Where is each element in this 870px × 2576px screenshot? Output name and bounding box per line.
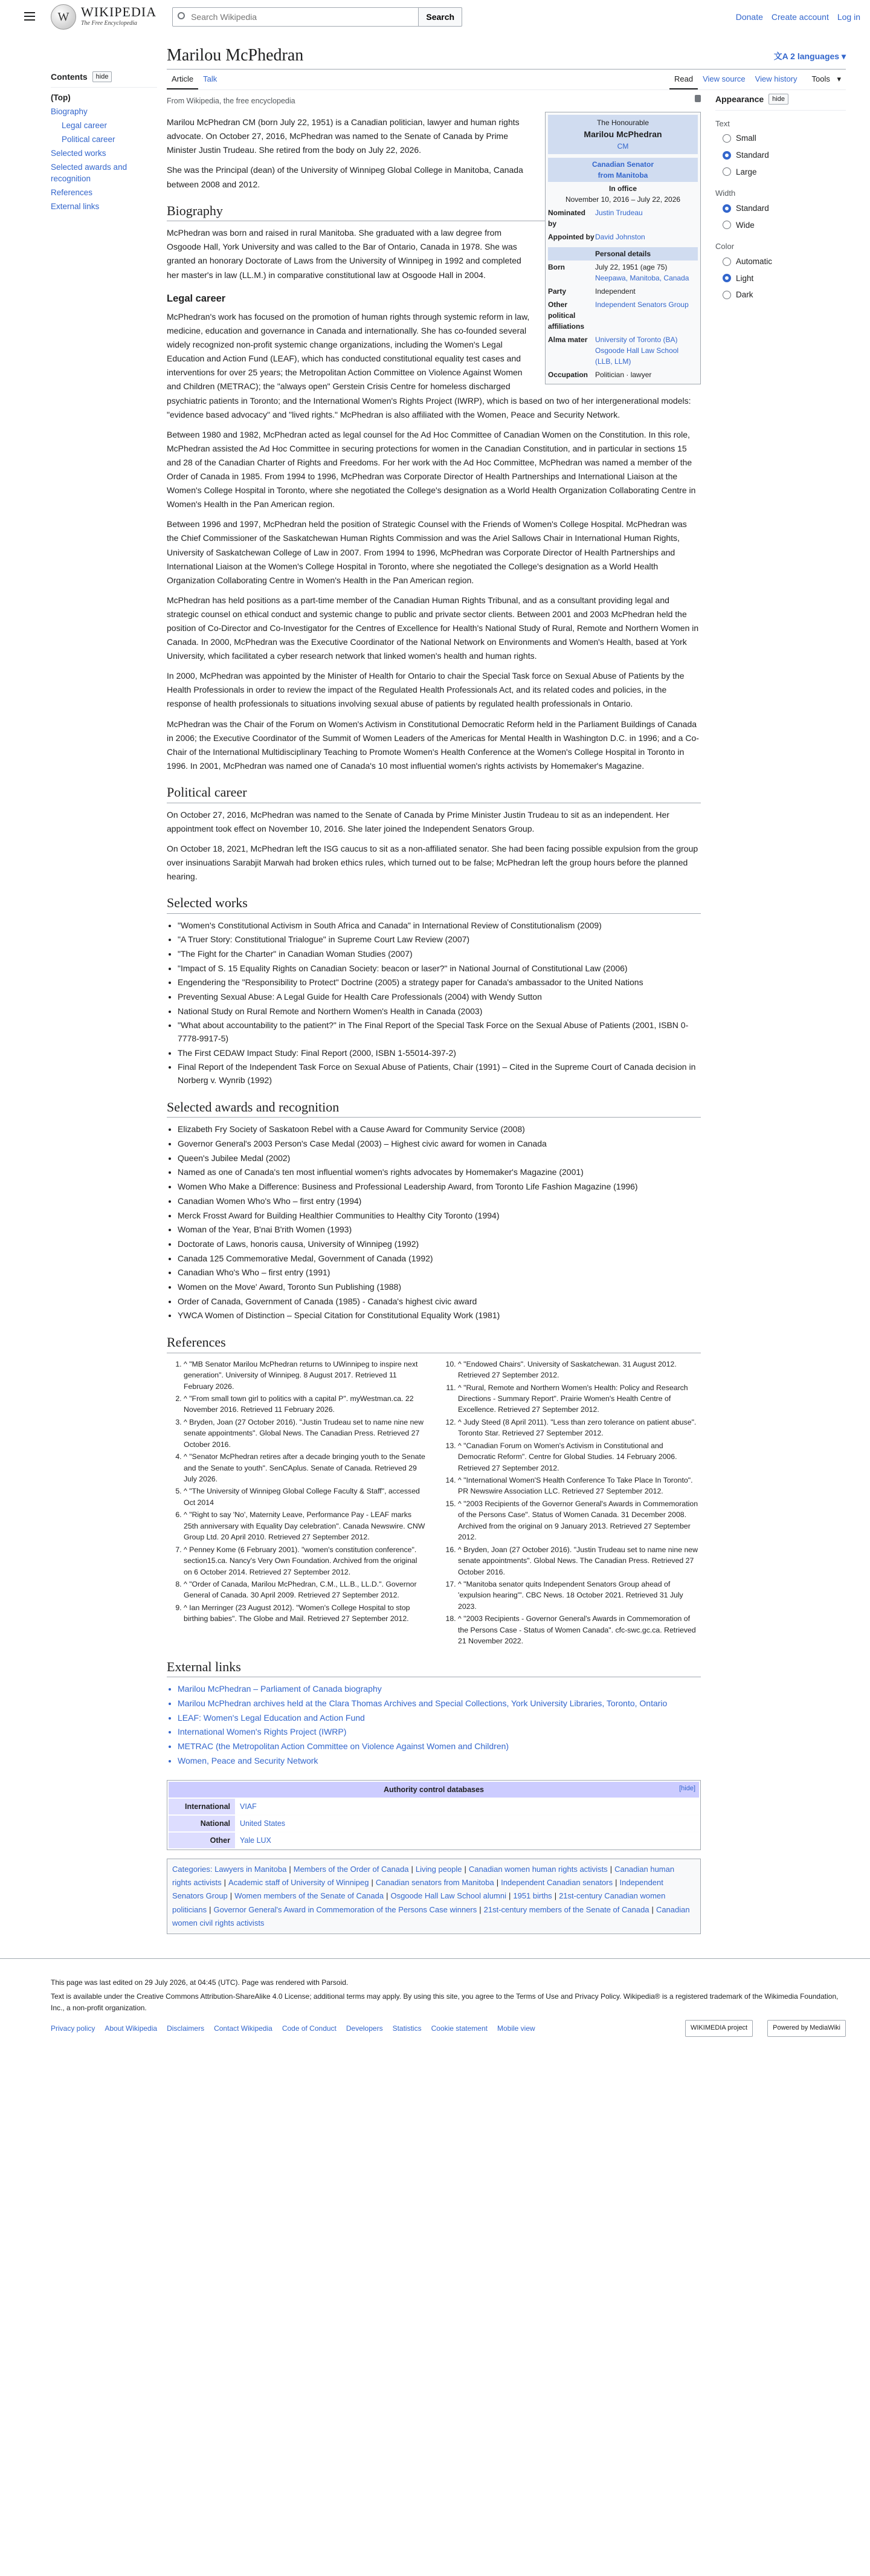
selected-work-item: • Final Report of the Independent Task Force on Sexual Abuse of Patients, Chair (1991) – Cited in the Supreme Court of Canada decision in Norberg v. Wynrib (1992) (178, 1060, 701, 1087)
category-link[interactable]: Canadian senators from Manitoba (375, 1878, 494, 1888)
category-link[interactable]: Lawyers in Manitoba (214, 1865, 287, 1874)
award-item: • Queen's Jubilee Medal (2002) (178, 1151, 701, 1166)
category-separator: | (289, 1865, 291, 1874)
footer-link[interactable]: Contact Wikipedia (214, 2024, 272, 2033)
license-text: Text is available under the Creative Commons Attribution-ShareAlike 4.0 License; additional terms may apply. By using this site, you agree to the Terms of Use and Privacy Policy. Wikipedia® is a registered trademark of the Wikimedia Foundation, Inc., a non-profit organization. (51, 1992, 839, 2013)
appearance-option-label: Dark (736, 290, 753, 300)
logo-subtitle: The Free Encyclopedia (81, 20, 137, 27)
toc-title: Contents (51, 72, 88, 82)
reference-item: 7. ^ Penney Kome (6 February 2001). "women's constitution conference". section15.ca. Nancy's Very Own Foundation. Archived from the original on 6 October 2014. Retrieved 27 September 2012. (184, 1544, 427, 1578)
infobox-party: Independent (595, 287, 636, 296)
appearance-group-label: Width (715, 189, 736, 198)
intro-paragraph: Marilou McPhedran CM (born July 22, 1951) is a Canadian politician, lawyer and human rights advocate. On October 27, 2016, McPhedran was named to the Senate of Canada by Prime Minister Justin Trudeau. She retired from the body on July 22, 2026. (167, 117, 520, 155)
award-item: • Women on the Move' Award, Toronto Sun Publishing (1988) (178, 1280, 701, 1295)
category-separator: | (610, 1865, 613, 1874)
selected-work-item: • Engendering the "Responsibility to Protect" Doctrine (2005) a strategy paper for Canada's ambassador to the United Nations (178, 976, 701, 990)
category-separator: | (479, 1904, 482, 1914)
selected-work-item: • "A Truer Story: Constitutional Trialogue" in Supreme Court Law Review (2007) (178, 933, 701, 947)
toc-item[interactable]: Biography (51, 107, 88, 117)
selected-work-item: • The First CEDAW Impact Study: Final Report (2000, ISBN 1-55014-397-2) (178, 1046, 701, 1061)
main-menu-icon[interactable] (24, 12, 35, 21)
toc-item[interactable]: (Top) (51, 93, 71, 103)
tab-read[interactable]: Read (669, 70, 698, 89)
radio-icon (723, 151, 731, 160)
tab-view-source[interactable]: View source (703, 74, 746, 84)
award-item: • Woman of the Year, B'nai B'rith Women (1993) (178, 1223, 701, 1237)
biography-paragraph: McPhedran was born and raised in rural Manitoba. She graduated with a law degree from Osgoode Hall, York University and was called to the Bar of Ontario, Canada in 1978. She was granted an honorary Doctorate of Laws from the University of Winnipeg in 1992 and completed her master's in law (LL.M.) in comparative constitutional law at Osgoode Hall in 2004. (167, 228, 521, 280)
language-button[interactable]: 文A 2 languages ▾ (773, 51, 846, 61)
tab-talk[interactable]: Talk (203, 74, 218, 84)
section-heading-external-links: External links (167, 1659, 701, 1678)
infobox-key: Appointed by (548, 233, 594, 242)
navbox-row-key: National (169, 1816, 235, 1831)
infobox-honorific: The Honourable (596, 118, 649, 128)
footer-link[interactable]: About Wikipedia (105, 2024, 158, 2033)
reference-item: 14. ^ "International Women'S Health Conference To Take Place In Toronto". PR Newswire Association LLC. Retrieved 27 September 2012. (458, 1474, 701, 1498)
appearance-option-label: Standard (736, 150, 769, 160)
political-career-paragraph: On October 18, 2021, McPhedran left the ISG caucus to sit as a non-affiliated senator. She had been facing possible expulsion from the group over insinuations Sarabjit Marwah had broken ethics rules, which turned out to be false; McPhedran left the group hours before the planned hearing. (167, 843, 698, 881)
category-link[interactable]: 21st-century members of the Senate of Canada (483, 1904, 649, 1914)
section-heading-references: References (167, 1334, 701, 1353)
toc-item[interactable]: External links (51, 201, 100, 211)
page-title: Marilou McPhedran (167, 46, 304, 65)
appearance-option-label: Light (736, 273, 754, 283)
award-item: • Named as one of Canada's ten most influential women's rights advocates by Homemaker's Magazine (2001) (178, 1165, 701, 1180)
footer-link[interactable]: Statistics (392, 2024, 422, 2033)
category-separator: | (554, 1891, 557, 1901)
infobox-key: Nominated by (548, 209, 586, 228)
infobox-appointed-by[interactable]: David Johnston (595, 233, 645, 242)
radio-icon (723, 134, 731, 143)
category-separator: | (230, 1891, 233, 1901)
reference-item: 13. ^ "Canadian Forum on Women's Activism in Constitutional and Democratic Reform". Centre for Global Studies. 14 February 2006. Retrieved 27 September 2012. (458, 1440, 701, 1474)
search-form (172, 7, 462, 27)
footer-link[interactable]: Code of Conduct (282, 2024, 337, 2033)
reference-item: 1. ^ "MB Senator Marilou McPhedran returns to UWinnipeg to inspire next generation". University of Winnipeg. 8 August 2017. Retrieved 11 February 2026. (184, 1358, 427, 1393)
category-separator: | (411, 1865, 413, 1874)
infobox-key: Born (548, 263, 565, 272)
appearance-option-label: Automatic (736, 256, 773, 266)
category-separator: | (651, 1904, 654, 1914)
navbox-hide-button[interactable]: [hide] (679, 1785, 695, 1793)
award-item: • Elizabeth Fry Society of Saskatoon Rebel with a Cause Award for Community Service (2008) (178, 1122, 701, 1137)
appearance-option-label: Wide (736, 220, 755, 230)
infobox-name: Marilou McPhedran (584, 129, 662, 140)
selected-work-item: • "Women's Constitutional Activism in South Africa and Canada" in International Review of Constitutionalism (2009) (178, 919, 701, 933)
appearance-option-large[interactable] (715, 164, 846, 181)
reference-item: 15. ^ "2003 Recipients of the Governor General's Awards in Commemoration of the Persons Case". Status of Women Canada. 31 December 2008. Archived from the original on 9 January 2013. Retrieved 27 September 2012. (458, 1498, 701, 1544)
category-link[interactable]: Canadian women civil rights activists (172, 1904, 690, 1927)
infobox-key: Occupation (548, 371, 588, 380)
page-footer (0, 1958, 870, 2055)
infobox-post[interactable]: CM (617, 142, 629, 151)
toc-item[interactable]: Political career (62, 135, 115, 144)
infobox-alma-mater[interactable]: University of Toronto (BA) Osgoode Hall Law School (LLB, LLM) (595, 335, 679, 366)
category-link[interactable]: 1951 births (513, 1891, 552, 1901)
award-item: • Merck Frosst Award for Building Healthier Communities to Healthy City Toronto (1994) (178, 1209, 701, 1223)
infobox-office[interactable]: Canadian Senator (591, 160, 654, 169)
section-heading-biography: Biography (167, 202, 701, 222)
legal-career-paragraph: McPhedran has held positions as a part-time member of the Canadian Human Rights Tribunal, and as a consultant providing legal and strategic counsel on ethical conduct and systemic change to public and private sector clients. Between 2001 and 2003 McPhedran held the position of Co-Director and Co-Investigator for the Centres of Excellence for Health's National Study of Rural, Remote and Northern Women in Canada. In 2000, McPhedran was the Executive Coordinator of the National Network on Environments and Women's Health, based at York University, which facilitated a cyber research network that linked women's health and human rights. (167, 595, 699, 661)
external-link-item[interactable]: • Marilou McPhedran archives held at the Clara Thomas Archives and Special Collections, York University Libraries, Toronto, Ontario (178, 1697, 701, 1711)
footer-link[interactable]: Disclaimers (167, 2024, 205, 2033)
reference-item: 8. ^ "Order of Canada, Marilou McPhedran, C.M., LL.B., LL.D.". Governor General of Canada. 30 April 2009. Retrieved 27 September 2012. (184, 1578, 427, 1602)
navbox-row-link[interactable]: United States (240, 1819, 286, 1828)
award-item: • Governor General's 2003 Person's Case Medal (2003) – Highest civic award for women in Canada (178, 1137, 701, 1151)
category-separator: | (371, 1878, 373, 1888)
section-heading-selected-works: Selected works (167, 895, 701, 914)
category-link[interactable]: Academic staff of University of Winnipeg (228, 1878, 369, 1888)
infobox-key: Party (548, 287, 567, 296)
legal-career-paragraph: Between 1980 and 1982, McPhedran acted as legal counsel for the Ad Hoc Committee of Canadian Women on the Constitution. In this role, McPhedran assisted the Ad Hoc Committee in securing protections for women in the Canadian Constitution, and in particular in sections 15 and 28 of the Canadian Charter of Rights and Freedoms. For her work with the Ad Hoc Committee, McPhedran was named a member of the Order of Canada in 1985. From 1994 to 1996, McPhedran was Corporate Director of Health Partnerships and International Liaison at the Women's College Hospital in Toronto, where she negotiated the College's designation as a World Health Organization Collaborating Centre in Women's Health in the Pan American region. (167, 429, 696, 510)
toc-item[interactable]: Legal career (62, 121, 108, 131)
external-link-item[interactable]: • Women, Peace and Security Network (178, 1754, 701, 1769)
external-link-item[interactable]: • Marilou McPhedran – Parliament of Canada biography (178, 1682, 701, 1697)
reference-item: 4. ^ "Senator McPhedran retires after a decade bringing youth to the Senate and the Senate to youth". SenCAplus. Senate of Canada. Retrieved 29 July 2026. (184, 1451, 427, 1485)
category-link[interactable]: Women members of the Senate of Canada (234, 1891, 384, 1901)
navbox-row-link[interactable]: VIAF (240, 1802, 257, 1811)
table-of-contents (51, 34, 157, 1934)
category-separator: | (464, 1865, 466, 1874)
from-wikipedia: From Wikipedia, the free encyclopedia (167, 97, 295, 106)
appearance-panel (715, 90, 846, 1934)
last-edited: This page was last edited on 29 July 2026, at 04:45 (UTC). Page was rendered with Parsoid. (51, 1978, 349, 1987)
appearance-option-label: Small (736, 134, 756, 143)
award-item: • Canada 125 Commemorative Medal, Government of Canada (1992) (178, 1252, 701, 1266)
footer-link[interactable]: Developers (346, 2024, 383, 2033)
external-link-item[interactable]: • METRAC (the Metropolitan Action Committee on Violence Against Women and Children) (178, 1739, 701, 1754)
wikimedia-badge[interactable]: WIKIMEDIA project (685, 2020, 753, 2037)
appearance-option-automatic[interactable] (715, 253, 846, 270)
selected-work-item: • "Impact of S. 15 Equality Rights on Canadian Society: beacon or laser?" in National Journal of Constitutional Law (2006) (178, 962, 701, 976)
award-item: • Canadian Who's Who – first entry (1991) (178, 1266, 701, 1280)
reference-item: 17. ^ "Manitoba senator quits Independent Senators Group ahead of 'expulsion hearing'". CBC News. 18 October 2021. Retrieved 31 July 2023. (458, 1578, 701, 1613)
appearance-option-label: Large (736, 167, 757, 176)
award-item: • Canadian Women Who's Who – first entry (1994) (178, 1194, 701, 1209)
selected-work-item: • National Study on Rural Remote and Northern Women's Health in Canada (2003) (178, 1005, 701, 1019)
search-input[interactable] (172, 7, 419, 27)
categories-box (167, 1859, 701, 1934)
radio-icon (723, 274, 731, 282)
category-separator: | (386, 1891, 388, 1901)
infobox-occupation: Politician · lawyer (595, 371, 652, 380)
tab-tools[interactable]: Tools ▾ (811, 74, 841, 84)
infobox-key: Other political affiliations (548, 300, 585, 331)
category-link[interactable]: Governor General's Award in Commemoration of the Persons Case winners (213, 1904, 477, 1914)
reference-item: 11. ^ "Rural, Remote and Northern Women's Health: Policy and Research Directions - Summary Report". Prairie Women's Health Centre of Excellence. Retrieved 27 September 2012. (458, 1382, 701, 1416)
category-link[interactable]: Living people (415, 1865, 462, 1874)
appearance-option-standard[interactable] (715, 147, 846, 164)
intro-paragraph: She was the Principal (dean) of the University of Winnipeg Global College in Manitoba, Canada between 2008 and 2012. (167, 165, 523, 189)
footer-link[interactable]: Cookie statement (431, 2024, 488, 2033)
reference-item: 3. ^ Bryden, Joan (27 October 2016). "Justin Trudeau set to name nine new senate appointments". Global News. The Canadian Press. Retrieved 27 October 2016. (184, 1416, 427, 1451)
appearance-option-standard[interactable] (715, 200, 846, 217)
infobox-nominated-by[interactable]: Justin Trudeau (595, 209, 643, 218)
infobox-key: Alma mater (548, 335, 588, 345)
category-link[interactable]: Independent Senators Group (172, 1878, 663, 1901)
article-body (167, 90, 701, 1934)
category-link[interactable]: Canadian human rights activists (172, 1865, 675, 1888)
category-link[interactable]: Independent Canadian senators (501, 1878, 613, 1888)
navbox-title: Authority control databases (384, 1785, 484, 1794)
logo-title: WIKIPEDIA (81, 4, 157, 19)
category-link[interactable]: Members of the Order of Canada (293, 1865, 409, 1874)
radio-icon (723, 291, 731, 299)
infobox-office2[interactable]: from Manitoba (598, 171, 648, 180)
award-item: • Doctorate of Laws, honoris causa, University of Winnipeg (1992) (178, 1237, 701, 1252)
footer-link[interactable]: Mobile view (497, 2024, 535, 2033)
selected-work-item: • Preventing Sexual Abuse: A Legal Guide for Health Care Professionals (2004) with Wendy Sutton (178, 990, 701, 1005)
header-link-log-in[interactable]: Log in (837, 11, 860, 22)
toc-item[interactable]: Selected works (51, 148, 106, 158)
category-separator: | (496, 1878, 499, 1888)
category-link[interactable]: Osgoode Hall Law School alumni (390, 1891, 506, 1901)
selected-work-item: • "What about accountability to the patient?" in The Final Report of the Special Task Force on the Sexual Abuse of Patients (2001, ISBN 0-7778-9917-5) (178, 1018, 701, 1046)
infobox-in-office-heading: In office (608, 184, 637, 193)
award-item: • Order of Canada, Government of Canada (1985) - Canada's highest civic award (178, 1295, 701, 1309)
search-icon (178, 12, 185, 19)
reference-item: 12. ^ Judy Steed (8 April 2011). "Less than zero tolerance on patient abuse". Toronto Star. Retrieved 27 September 2012. (458, 1416, 701, 1440)
site-header (0, 0, 870, 34)
authority-control-navbox (167, 1780, 701, 1850)
protection-lock-icon[interactable] (695, 95, 701, 102)
navbox-row (169, 1814, 699, 1831)
reference-item: 6. ^ "Right to say 'No', Maternity Leave, Performance Pay - LEAF marks 25th anniversary with Equality Day celebration". Canada Newswire. CNW Group Ltd. 20 April 2010. Retrieved 27 September 2012. (184, 1509, 427, 1543)
section-heading-legal-career: Legal career (167, 293, 226, 304)
category-separator: | (508, 1891, 511, 1901)
appearance-option-label: Standard (736, 203, 769, 213)
appearance-group-label: Text (715, 118, 730, 128)
reference-item: 18. ^ "2003 Recipients - Governor General's Awards in Commemoration of the Persons Case - Status of Women Canada". cfc-swc.gc.ca. Retrieved 21 November 2022. (458, 1613, 701, 1647)
radio-icon (723, 221, 731, 229)
infobox (545, 112, 701, 384)
tab-article[interactable]: Article (167, 70, 198, 89)
tab-view-history[interactable]: View history (755, 74, 798, 84)
radio-icon (723, 204, 731, 213)
external-link-item[interactable]: • International Women's Rights Project (IWRP) (178, 1725, 701, 1739)
globe-logo-icon: W (51, 4, 76, 30)
award-item: • YWCA Women of Distinction – Special Citation for Constitutional Equality Work (1981) (178, 1309, 701, 1323)
infobox-birthplace[interactable]: Neepawa, Manitoba, Canada (595, 274, 689, 283)
infobox-other-affiliation[interactable]: Independent Senators Group (595, 300, 689, 309)
award-item: • Women Who Make a Difference: Business and Professional Leadership Award, from Toronto Life Fashion Magazine (1996) (178, 1180, 701, 1194)
appearance-option-light[interactable] (715, 270, 846, 287)
toc-item[interactable]: References (51, 187, 93, 197)
navbox-row-key: Other (169, 1833, 235, 1848)
appearance-hide-button[interactable]: hide (768, 94, 788, 105)
navbox-row (169, 1798, 699, 1814)
legal-career-paragraph: McPhedran was the Chair of the Forum on Women's Activism in Constitutional Democratic Reform held in the Parliament Buildings of Canada in 2006; the Executive Coordinator of the Summit of Women Leaders of the Americas for Mental Health in Washington D.C. in 1996; and a Co-Chair of the International Multidisciplinary Teaching to Promote Women's Health Conference at the Women's College Hospital in Toronto in 1996. In 2001, McPhedran was named one of Canada's 10 most influential women's rights activists by Homemaker's Magazine. (167, 719, 699, 771)
legal-career-paragraph: Between 1996 and 1997, McPhedran held the position of Strategic Counsel with the Friends of Women's College Hospital. McPhedran was the Chief Commissioner of the Saskatchewan Human Rights Commission and was the Ariel Sallows Chair in International Human Rights, University of Saskatchewan College of Law in 2007. From 1994 to 1996, McPhedran was Corporate Director of Health Partnerships and International Liaison at the Women's College Hospital in Toronto, where she negotiated the College's designation as a World Health Organization Collaborating Centre in Women's Health in the Pan American region. (167, 519, 687, 585)
toc-hide-button[interactable]: hide (92, 71, 112, 82)
categories-label[interactable]: Categories: (172, 1865, 213, 1874)
section-heading-awards: Selected awards and recognition (167, 1099, 701, 1118)
infobox-personal-heading: Personal details (548, 247, 698, 261)
appearance-option-wide[interactable] (715, 217, 846, 234)
category-separator: | (615, 1878, 617, 1888)
appearance-group-label: Color (715, 242, 735, 251)
radio-icon (723, 167, 731, 176)
category-separator: | (224, 1878, 227, 1888)
reference-item: 2. ^ "From small town girl to politics with a capital P". myWestman.ca. 22 November 2016. Retrieved 11 February 2026. (184, 1393, 427, 1416)
user-links (736, 10, 860, 24)
navbox-row-link[interactable]: Yale LUX (240, 1836, 271, 1845)
infobox-in-office: November 10, 2016 – July 22, 2026 (565, 195, 681, 204)
category-link[interactable]: Canadian women human rights activists (468, 1865, 608, 1874)
reference-item: 5. ^ "The University of Winnipeg Global College Faculty & Staff", accessed Oct 2014 (184, 1485, 427, 1509)
search-button[interactable]: Search (419, 7, 462, 27)
section-heading-political-career: Political career (167, 784, 701, 803)
infobox-born: July 22, 1951 (age 75) (595, 263, 668, 272)
header-link-donate[interactable]: Donate (735, 11, 763, 22)
radio-icon (723, 257, 731, 266)
appearance-option-small[interactable] (715, 130, 846, 147)
navbox-row-key: International (169, 1799, 235, 1814)
legal-career-paragraph: McPhedran's work has focused on the promotion of human rights through systemic reform in law, medicine, education and governance in Canada and internationally. She has co-founded several widely recognized non-profit systemic change organizations, including the Women's Legal Education and Action Fund (LEAF), which has conducted constitutional equality test cases and interventions for over 25 years; the Metropolitan Action Committee on Violence Against Women and Children (METRAC); the "always open" Gerstein Crisis Centre for homeless discharged psychiatric patients in Toronto; and the International Women's Rights Project (IWRP), which is based on two of her intergenerational models: "evidence based advocacy" and "lived rights." McPhedran is also affiliated with the Women, Peace and Security Network. (167, 312, 691, 419)
selected-work-item: • "The Fight for the Charter" in Canadian Woman Studies (2007) (178, 947, 701, 962)
category-link[interactable]: 21st-century Canadian women politicians (172, 1891, 666, 1914)
toc-item[interactable]: Selected awards and recognition (51, 162, 127, 183)
page-tabs (167, 70, 846, 90)
reference-item: 16. ^ Bryden, Joan (27 October 2016). "Justin Trudeau set to name nine new senate appointments". Global News. The Canadian Press. Retrieved 27 October 2016. (458, 1544, 701, 1578)
political-career-paragraph: On October 27, 2016, McPhedran was named to the Senate of Canada by Prime Minister Justin Trudeau to sit as an independent. Her appointment took effect on November 10, 2016. She later joined the Independent Senators Group. (167, 809, 669, 833)
category-separator: | (209, 1904, 211, 1914)
footer-link[interactable]: Privacy policy (51, 2024, 95, 2033)
wikipedia-logo[interactable] (51, 4, 156, 30)
header-link-create-account[interactable]: Create account (771, 11, 829, 22)
appearance-option-dark[interactable] (715, 286, 846, 303)
reference-item: 9. ^ Ian Merringer (23 August 2012). "Women's College Hospital to stop birthing babies". The Globe and Mail. Retrieved 27 September 2012. (184, 1602, 427, 1625)
navbox-row (169, 1831, 699, 1848)
appearance-title: Appearance (715, 94, 764, 105)
reference-item: 10. ^ "Endowed Chairs". University of Saskatchewan. 31 August 2012. Retrieved 27 September 2012. (458, 1358, 701, 1382)
mediawiki-badge[interactable]: Powered by MediaWiki (767, 2020, 846, 2037)
legal-career-paragraph: In 2000, McPhedran was appointed by the Minister of Health for Ontario to chair the Special Task force on Sexual Abuse of Patients by the Health Professionals in order to review the impact of the Regulated Health Professionals Act, and its related codes and policies, in the response of health professionals to situations involving sexual abuse of patients by regulated health professionals in Ontario. (167, 671, 685, 709)
external-link-item[interactable]: • LEAF: Women's Legal Education and Action Fund (178, 1711, 701, 1726)
